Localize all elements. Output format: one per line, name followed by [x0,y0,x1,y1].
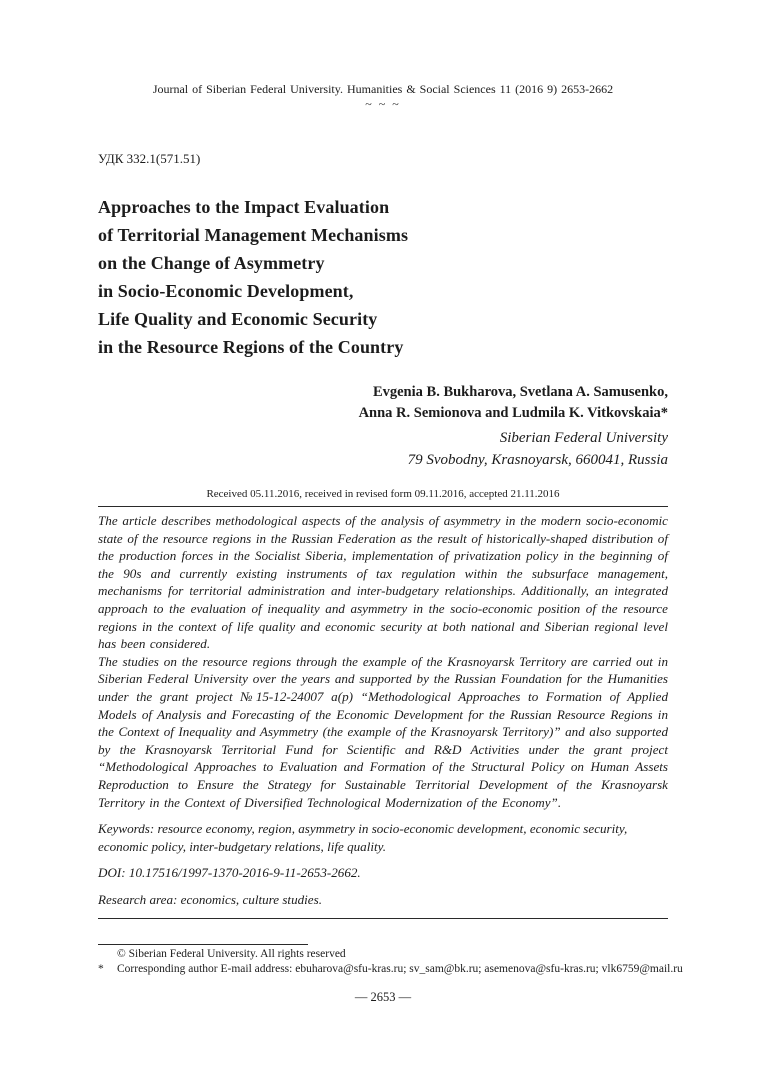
authors-line: Evgenia B. Bukharova, Svetlana A. Samusenko, [372,384,668,400]
research-area: Research area: economics, culture studies. [98,891,322,907]
footnote-block [98,944,742,976]
abstract [98,512,668,811]
keywords: Keywords: resource economy, region, asymmetry in socio-economic development, economic security, economic policy, inter-budgetary relations, life quality. [98,821,628,854]
udc-code: УДК 332.1(571.51) [98,151,201,166]
article-title [98,193,668,361]
header-ornament: ~ ~ ~ [365,97,401,111]
article-title-line: on the Change of Asymmetry [98,253,325,273]
article-title-line: in Socio-Economic Development, [98,281,354,301]
correspondence-row [98,962,742,977]
footnote-rule [98,944,308,945]
received-dates: Received 05.11.2016, received in revised form 09.11.2016, accepted 21.11.2016 [206,488,560,500]
article-title-line: Life Quality and Economic Security [98,309,378,329]
article-title-line: of Territorial Management Mechanisms [98,225,409,245]
authors-line: Anna R. Semionova and Ludmila K. Vitkovskaia* [358,405,668,421]
abstract-paragraph: The article describes methodological aspects of the analysis of asymmetry in the modern socio-economic state of the resource regions in the Russian Federation as the result of historically-shaped distribution of the production forces in the Socialist Siberia, implementation of privatization policy in the beginning of the 90s and currently existing instruments of tax regulation within the subsurface management, mechanisms for territorial administration and inter-budgetary relationships. Additionally, an integrated approach to the evaluation of inequality and asymmetry in the socio-economic position of the resource regions in the context of life quality and economic security at both national and Siberian regional level has been considered. [98,513,668,652]
article-title-line: in the Resource Regions of the Country [98,337,404,357]
article-title-line: Approaches to the Impact Evaluation [98,197,390,217]
abstract-top-rule [98,506,668,507]
footnote-asterisk: * [98,962,104,975]
correspondence-line: Corresponding author E-mail address: ebuharova@sfu-kras.ru; sv_sam@bk.ru; asemenova@sfu-kras.ru; vlk6759@mail.ru [117,962,683,975]
article-first-page [98,0,668,919]
affiliation-address: 79 Svobodny, Krasnoyarsk, 660041, Russia [407,452,668,468]
affiliation-name: Siberian Federal University [499,430,668,446]
copyright-line: © Siberian Federal University. All rights reserved [117,948,346,960]
journal-header: Journal of Siberian Federal University. Humanities & Social Sciences 11 (2016 9) 2653-2662 [152,82,614,96]
affiliation-block [98,427,668,471]
abstract-paragraph: The studies on the resource regions through the example of the Krasnoyarsk Territory are carried out in Siberian Federal University over the years and supported by the Russian Foundation for the Humanities under the grant project №15-12-24007 a(p) “Methodological Approaches to Formation of Applied Models of Analysis and Forecasting of the Economic Development for the Russian Resource Regions in the Context of Inequality and Asymmetry (the example of the Krasnoyarsk Territory)” and also supported by the Krasnoyarsk Territorial Fund for Scientific and R&D Activities under the grant project “Methodological Approaches to Evaluation and Formation of the Structural Policy on Human Assets Reproduction to Ensure the Strategy for Sustainable Territorial Development of the Krasnoyarsk Territory in the Context of Diversified Technological Modernization of the Economy”. [98,653,668,810]
page-number: — 2653 — [354,990,412,1004]
abstract-bottom-rule [98,918,668,919]
authors-block [98,382,668,424]
doi: DOI: 10.17516/1997-1370-2016-9-11-2653-2662. [98,865,361,881]
